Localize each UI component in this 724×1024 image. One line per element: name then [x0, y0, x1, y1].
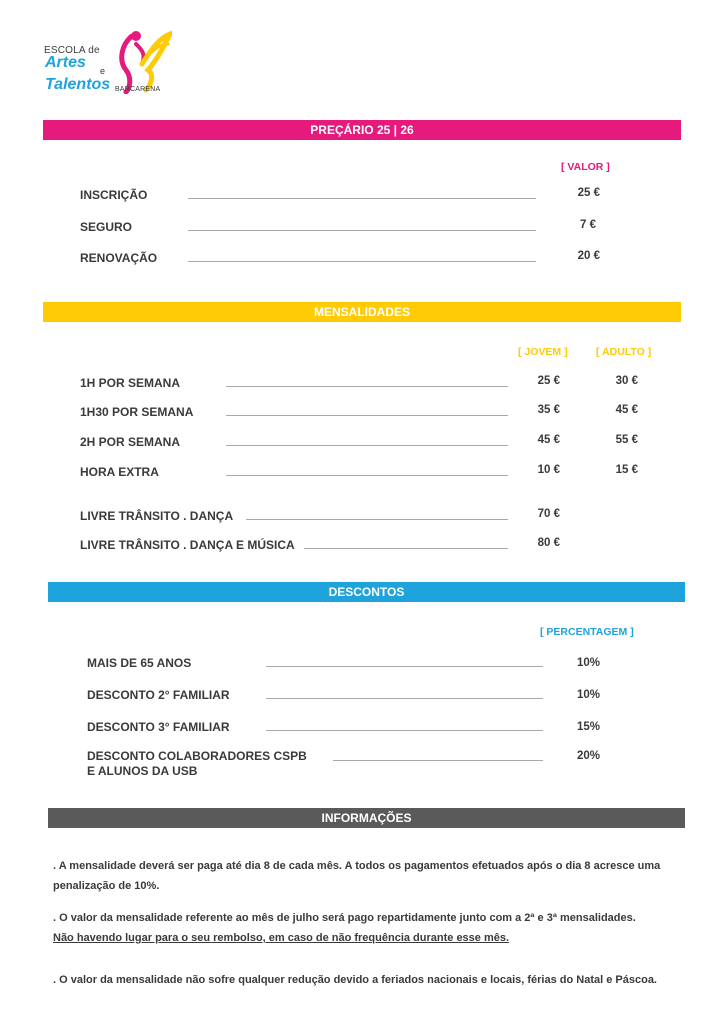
desconto-3-familiar-value: 15%: [576, 721, 600, 733]
desconto-colaboradores-label-line2: E ALUNOS DA USB: [87, 764, 198, 778]
school-logo: [44, 30, 168, 100]
2h-adulto-value: 55 €: [615, 434, 638, 446]
mensalidades-title: MENSALIDADES: [313, 305, 410, 319]
hora-extra-jovem-value: 10 €: [537, 464, 560, 476]
mais-65-anos-label: MAIS DE 65 ANOS: [87, 656, 192, 670]
desconto-2-familiar-value: 10%: [576, 689, 600, 701]
adulto-column-header: [ ADULTO ]: [596, 346, 652, 358]
inscricao-label: INSCRIÇÃO: [80, 188, 148, 202]
informacoes-header-bar: [48, 808, 685, 828]
percentagem-column-header: [ PERCENTAGEM ]: [540, 626, 634, 638]
1h-jovem-value: 25 €: [537, 375, 560, 387]
inscricao-value: 25 €: [577, 187, 600, 199]
descontos-title: DESCONTOS: [328, 585, 405, 599]
mensalidades-header-bar: [43, 302, 681, 322]
valor-column-header: [ VALOR ]: [561, 161, 610, 173]
renovacao-value: 20 €: [577, 250, 600, 262]
1h-adulto-value: 30 €: [615, 375, 638, 387]
info-paragraph-2-underlined: Não havendo lugar para o seu rembolso, em caso de não frequência durante esse mês.: [53, 932, 510, 944]
informacoes-title: INFORMAÇÕES: [321, 811, 412, 825]
seguro-label: SEGURO: [80, 220, 133, 234]
dancer-logo-icon: [112, 30, 172, 94]
precario-title: PREÇÁRIO 25 | 26: [310, 123, 414, 137]
mais-65-anos-value: 10%: [576, 657, 600, 669]
dotted-leader: [226, 445, 508, 446]
desconto-2-familiar-label: DESCONTO 2° FAMILIAR: [87, 688, 230, 702]
desconto-colaboradores-label: DESCONTO COLABORADORES CSPB: [87, 749, 307, 763]
descontos-header-bar: [48, 582, 685, 602]
logo-artes-text: Artes: [45, 54, 86, 71]
renovacao-label: RENOVAÇÃO: [80, 251, 158, 265]
1h30-semana-label: 1H30 POR SEMANA: [80, 405, 194, 419]
livre-transito-danca-value: 70 €: [537, 508, 560, 520]
logo-escola-text: ESCOLA de: [44, 45, 100, 56]
logo-e-text: e: [100, 66, 106, 76]
info-paragraph-2: [53, 908, 713, 948]
dotted-leader: [266, 698, 543, 699]
dotted-leader: [246, 519, 508, 520]
dotted-leader: [304, 548, 508, 549]
seguro-value: 7 €: [580, 219, 596, 231]
1h30-adulto-value: 45 €: [615, 404, 638, 416]
dotted-leader: [266, 730, 543, 731]
dotted-leader: [188, 230, 536, 231]
precario-header-bar: [43, 120, 681, 140]
dotted-leader: [188, 261, 536, 262]
dotted-leader: [226, 415, 508, 416]
info-paragraph-1: . A mensalidade deverá ser paga até dia 8 de cada mês. A todos os pagamentos efetuados após o dia 8 acresce uma penalização de 10%.: [53, 860, 661, 892]
2h-semana-label: 2H POR SEMANA: [80, 435, 181, 449]
1h-semana-label: 1H POR SEMANA: [80, 376, 181, 390]
livre-transito-danca-musica-label: LIVRE TRÂNSITO . DANÇA E MÚSICA: [80, 538, 295, 552]
logo-talentos-text: Talentos: [45, 76, 111, 93]
info-paragraph-2-line1: . O valor da mensalidade referente ao mês de julho será pago repartidamente junto com a 2ª e 3ª mensalidades.: [53, 912, 636, 924]
dotted-leader: [226, 475, 508, 476]
livre-transito-danca-label: LIVRE TRÂNSITO . DANÇA: [80, 509, 234, 523]
dotted-leader: [188, 198, 536, 199]
2h-jovem-value: 45 €: [537, 434, 560, 446]
livre-transito-danca-musica-value: 80 €: [537, 537, 560, 549]
1h30-jovem-value: 35 €: [537, 404, 560, 416]
logo-barcarena-text: BARCARENA: [115, 86, 161, 93]
desconto-colaboradores-value: 20%: [576, 750, 600, 762]
dotted-leader: [266, 666, 543, 667]
dotted-leader: [226, 386, 508, 387]
hora-extra-label: HORA EXTRA: [80, 465, 159, 479]
dotted-leader: [333, 760, 543, 761]
desconto-3-familiar-label: DESCONTO 3° FAMILIAR: [87, 720, 230, 734]
hora-extra-adulto-value: 15 €: [615, 464, 638, 476]
jovem-column-header: [ JOVEM ]: [518, 346, 568, 358]
info-paragraph-3: . O valor da mensalidade não sofre qualquer redução devido a feriados nacionais e locais, férias do Natal e Páscoa.: [53, 974, 657, 986]
